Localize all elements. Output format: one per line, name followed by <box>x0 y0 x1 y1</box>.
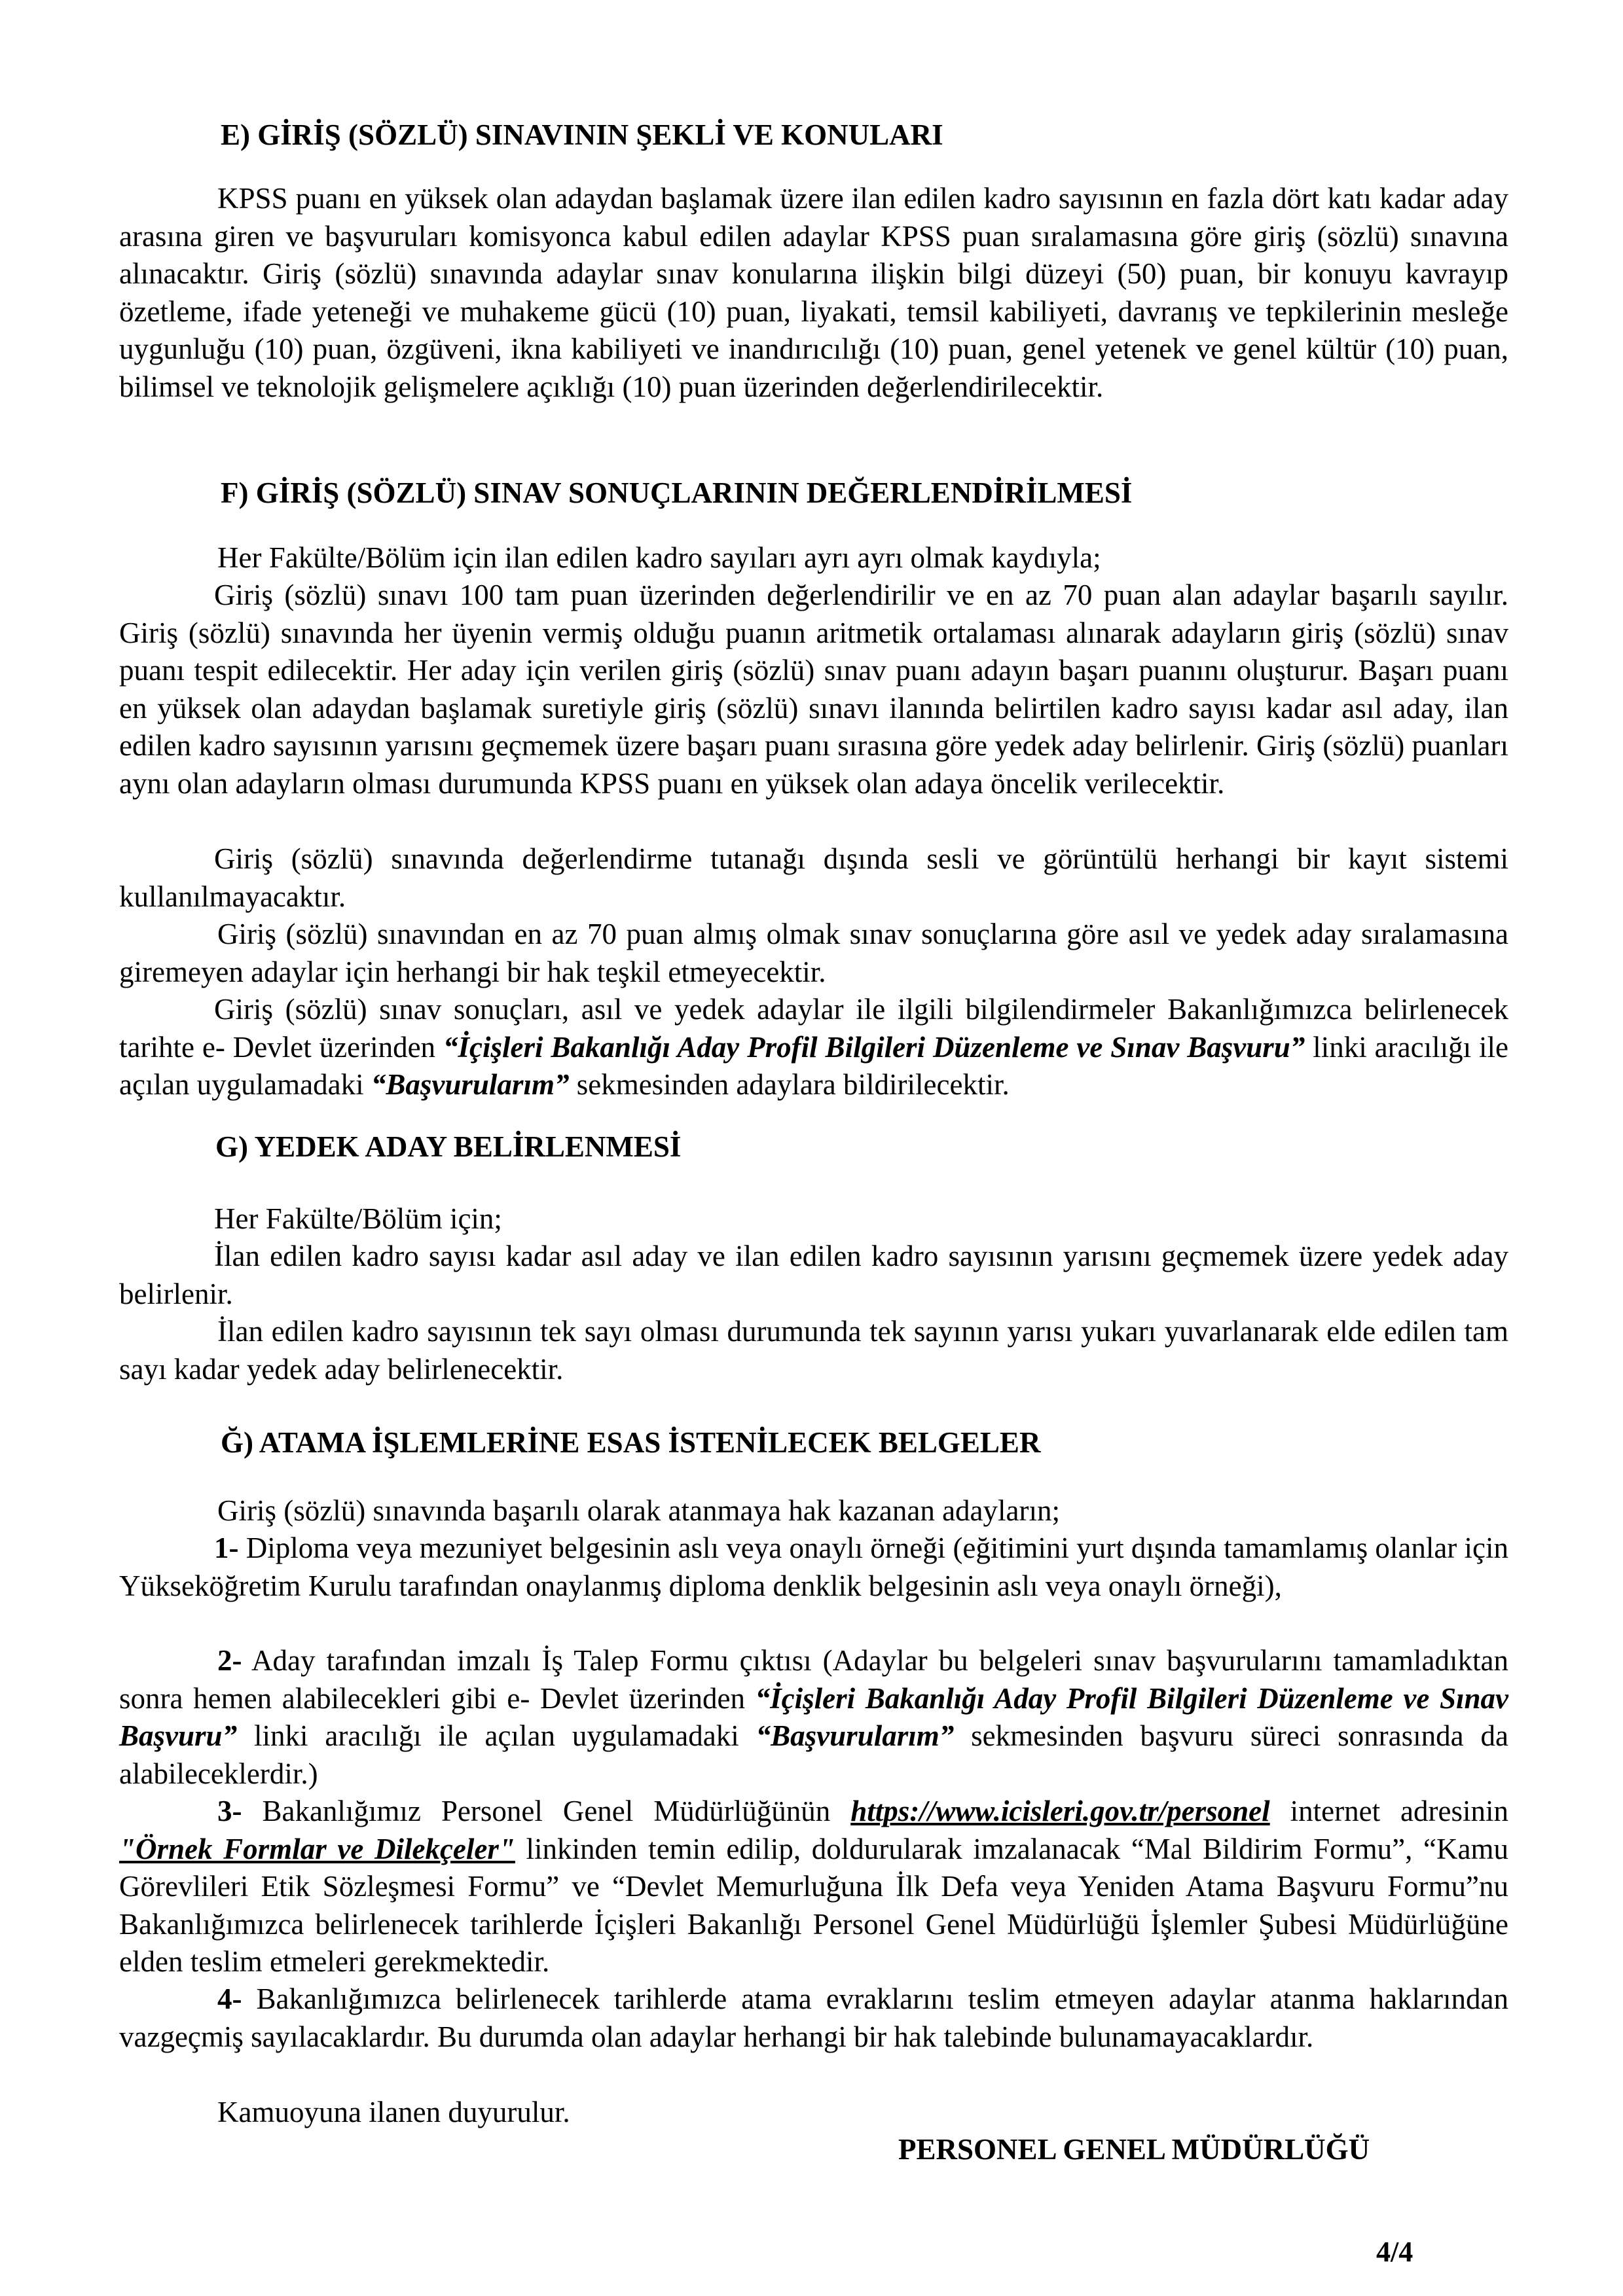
section-g-paragraph-1: İlan edilen kadro sayısı kadar asıl aday ve ilan edilen kadro sayısının yarısını geçmemek üzere yedek aday belirlenir. <box>119 1240 1508 1310</box>
personnel-url-link[interactable]: https://www.icisleri.gov.tr/personel <box>850 1795 1270 1827</box>
basvurularim-tab-text: “Başvurularım” <box>371 1068 570 1101</box>
forms-link[interactable]: "Örnek Formlar ve Dilekçeler" <box>119 1832 515 1865</box>
section-g-heading: G) YEDEK ADAY BELİRLENMESİ <box>215 1130 682 1163</box>
closing-statement: Kamuoyuna ilanen duyurulur. <box>217 2096 570 2128</box>
section-g-paragraph-2: İlan edilen kadro sayısının tek sayı olması durumunda tek sayının yarısı yukarı yuvarlanarak elde edilen tam sayı kadar yedek aday belirlenecektir. <box>119 1315 1508 1386</box>
section-g-intro: Her Fakülte/Bölüm için; <box>214 1202 502 1235</box>
document-item-1: 1- Diploma veya mezuniyet belgesinin aslı veya onaylı örneği (eğitimini yurt dışında tamamlamış olanlar için Yükseköğretim Kurulu tarafından onaylanmış diploma denklik belgesinin aslı veya onaylı örneği), <box>119 1532 1509 1602</box>
document-item-2: 2- Aday tarafından imzalı İş Talep Formu çıktısı (Adaylar bu belgeleri sınav başvurularını tamamladıktan sonra hemen alabilecekleri gibi e- Devlet üzerinden “İçişleri Bakanlığı Aday Profil Bilgileri Düzenleme ve Sınav Başvuru” linki aracılığı ile açılan uygulamadaki “Başvurularım” sekmesinden başvuru süreci sonrasında da alabileceklerdir.) <box>119 1644 1508 1790</box>
section-e-paragraph: KPSS puanı en yüksek olan adaydan başlamak üzere ilan edilen kadro sayısının en fazla dört katı kadar aday arasına giren ve başvuruları komisyonca kabul edilen adaylar KPSS puan sıralamasına göre giriş (sözlü) sınavına alınacaktır. Giriş (sözlü) sınavında adaylar sınav konularına ilişkin bilgi düzeyi (50) puan, bir konuyu kavrayıp özetleme, ifade yeteneği ve muhakeme gücü (10) puan, liyakati, temsil kabiliyeti, davranış ve tepkilerinin mesleğe uygunluğu (10) puan, özgüveni, ikna kabiliyeti ve inandırıcılığı (10) puan, genel yetenek ve genel kültür (10) puan, bilimsel ve teknolojik gelişmelere açıklığı (10) puan üzerinden değerlendirilecektir. <box>119 182 1508 403</box>
page-number: 4/4 <box>1376 2236 1413 2268</box>
document-item-3: 3- Bakanlığımız Personel Genel Müdürlüğünün https://www.icisleri.gov.tr/personel internet adresinin "Örnek Formlar ve Dilekçeler" linkinden temin edilip, doldurularak imzalanacak “Mal Bildirim Formu”, “Kamu Görevlileri Etik Sözleşmesi Formu” ve “Devlet Memurluğuna İlk Defa veya Yeniden Atama Başvuru Formu”nu Bakanlığımızca belirlenecek tarihlerde İçişleri Bakanlığı Personel Genel Müdürlüğü İşlemler Şubesi Müdürlüğüne elden teslim etmeleri gerekmektedir. <box>119 1795 1508 1978</box>
section-f-paragraph-2: Giriş (sözlü) sınavında değerlendirme tutanağı dışında sesli ve görüntülü herhangi bir kayıt sistemi kullanılmayacaktır. <box>119 842 1508 913</box>
section-gh-heading: Ğ) ATAMA İŞLEMLERİNE ESAS İSTENİLECEK BELGELER <box>221 1426 1041 1459</box>
section-f-paragraph-4: Giriş (sözlü) sınav sonuçları, asıl ve yedek adaylar ile ilgili bilgilendirmeler Bakanlığımızca belirlenecek tarihte e- Devlet üzerinden “İçişleri Bakanlığı Aday Profil Bilgileri Düzenleme ve Sınav Başvuru” linki aracılığı ile açılan uygulamadaki “Başvurularım” sekmesinden adaylara bildirilecektir. <box>119 993 1509 1101</box>
document-item-4: 4- Bakanlığımızca belirlenecek tarihlerde atama evraklarını teslim etmeyen adaylar atanma haklarından vazgeçmiş sayılacaklardır. Bu durumda olan adaylar herhangi bir hak talebinde bulunamayacaklardır. <box>119 1982 1508 2053</box>
section-gh-intro: Giriş (sözlü) sınavında başarılı olarak atanmaya hak kazanan adayların; <box>217 1494 1060 1527</box>
section-f-intro: Her Fakülte/Bölüm için ilan edilen kadro sayıları ayrı ayrı olmak kaydıyla; <box>217 541 1101 574</box>
eapp-link-text: “İçişleri Bakanlığı Aday Profil Bilgileri Düzenleme ve Sınav Başvuru” <box>443 1030 1305 1064</box>
section-e-heading: E) GİRİŞ (SÖZLÜ) SINAVININ ŞEKLİ VE KONULARI <box>221 118 943 151</box>
signature-block: PERSONEL GENEL MÜDÜRLÜĞÜ <box>898 2133 1370 2166</box>
eapp-link-text: “İçişleri Bakanlığı Aday Profil Bilgileri Düzenleme ve Sınav Başvuru” <box>119 1681 1508 1752</box>
section-f-heading: F) GİRİŞ (SÖZLÜ) SINAV SONUÇLARININ DEĞERLENDİRİLMESİ <box>221 476 1133 509</box>
basvurularim-tab-text: “Başvurularım” <box>756 1719 955 1752</box>
section-f-paragraph-1: Giriş (sözlü) sınavı 100 tam puan üzerinden değerlendirilir ve en az 70 puan alan adaylar başarılı sayılır. Giriş (sözlü) sınavında her üyenin vermiş olduğu puanın aritmetik ortalaması alınarak adayların giriş (sözlü) sınav puanı tespit edilecektir. Her aday için verilen giriş (sözlü) sınav puanı adayın başarı puanını oluşturur. Başarı puanı en yüksek olan adaydan başlamak suretiyle giriş (sözlü) sınavı ilanında belirtilen kadro sayısı kadar asıl aday, ilan edilen kadro sayısının yarısını geçmemek üzere başarı puanı sırasına göre yedek aday belirlenir. Giriş (sözlü) puanları aynı olan adayların olması durumunda KPSS puanı en yüksek olan adaya öncelik verilecektir. <box>119 579 1508 800</box>
section-f-paragraph-3: Giriş (sözlü) sınavından en az 70 puan almış olmak sınav sonuçlarına göre asıl ve yedek aday sıralamasına giremeyen adaylar için herhangi bir hak teşkil etmeyecektir. <box>119 918 1508 988</box>
